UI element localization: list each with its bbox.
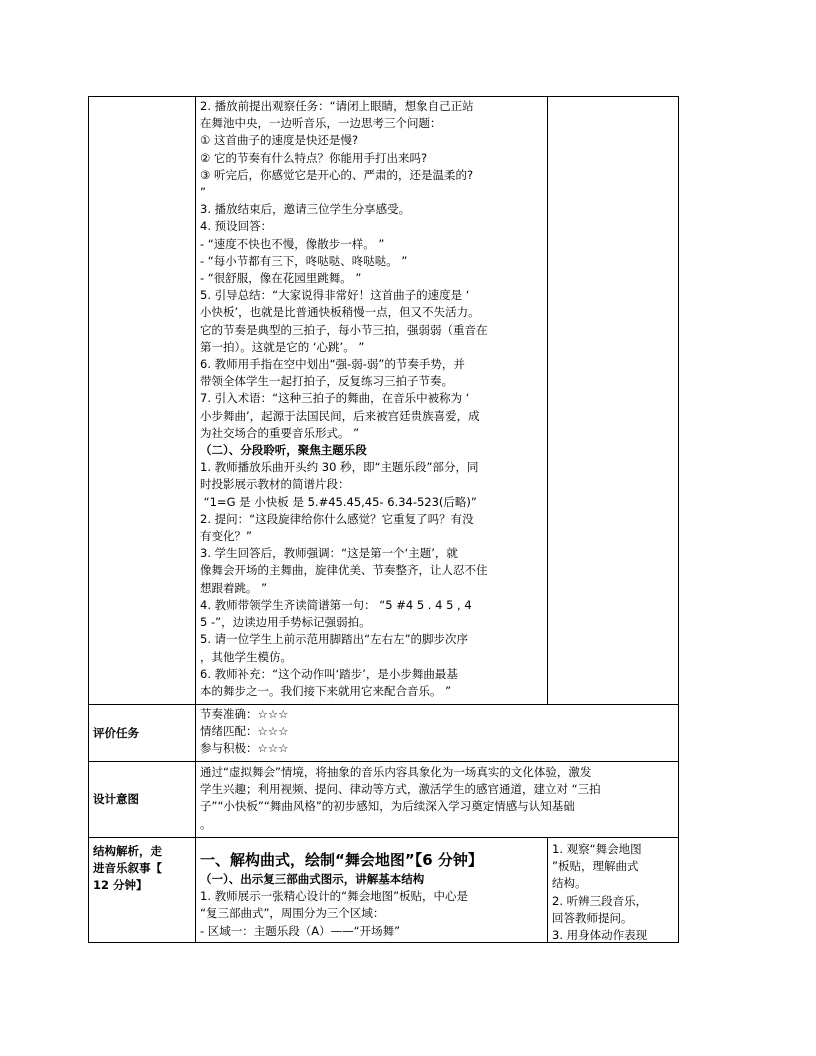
text-line: 子”“小快板”“舞曲风格”的初步感知，为后续深入学习奠定情感与认知基础 bbox=[200, 799, 575, 814]
text-line: - “每小节都有三下，咚哒哒、咚哒哒。 ” bbox=[200, 253, 408, 268]
text-line: 为社交场合的重要音乐形式。 ” bbox=[200, 425, 360, 440]
text-line: 6. 教师补充：“这个动作叫‘踏步’，是小步舞曲最基 bbox=[200, 666, 458, 681]
text-line: 小步舞曲’，起源于法国民间，后来被宫廷贵族喜爱，成 bbox=[200, 408, 480, 423]
text-line: 3. 播放结束后，邀请三位学生分享感受。 bbox=[200, 202, 411, 217]
text-line: 1. 教师展示一张精心设计的“舞会地图”板贴，中心是 bbox=[200, 889, 469, 904]
lesson-plan-table bbox=[88, 96, 679, 943]
text-line: 本的舞步之一。我们接下来就用它来配合音乐。 ” bbox=[200, 683, 452, 698]
text-line: 小快板’，也就是比普通快板稍慢一点，但又不失活力。 bbox=[200, 305, 480, 320]
text-line: 有变化？” bbox=[200, 529, 252, 544]
text-line: 5 -”，边读边用手势标记强弱拍。 bbox=[200, 615, 371, 630]
column-divider-student-top bbox=[547, 97, 548, 704]
structure-label-cell bbox=[89, 843, 195, 894]
label-line: 结构解析，走 bbox=[93, 844, 162, 858]
evaluation-label-cell bbox=[89, 705, 195, 761]
evaluation-label: 评价任务 bbox=[93, 725, 139, 740]
text-line: ③ 听完后，你感觉它是开心的、严肃的，还是温柔的? bbox=[200, 167, 474, 182]
text-line: 时投影展示教材的简谱片段： bbox=[200, 477, 350, 492]
evaluation-items bbox=[200, 706, 673, 758]
design-content-cell bbox=[196, 764, 677, 833]
design-text bbox=[200, 764, 673, 833]
evaluation-item: 节奏准确：☆☆☆ bbox=[200, 707, 289, 721]
text-line: 回答教师提问。 bbox=[552, 910, 633, 925]
text-line: 6. 教师用手指在空中划出“强-弱-弱”的节奏手势，并 bbox=[200, 357, 465, 372]
text-line: 在舞池中央，一边听音乐，一边思考三个问题： bbox=[200, 116, 442, 131]
text-line: “复三部曲式”，周围分为三个区域： bbox=[200, 906, 385, 921]
teacher-activity-text bbox=[200, 98, 543, 442]
text-line: 5. 请一位学生上前示范用脚踏出“左右左”的脚步次序 bbox=[200, 632, 469, 647]
evaluation-item: 情绪匹配：☆☆☆ bbox=[200, 724, 289, 739]
text-line: 7. 引入术语：“这种三拍子的舞曲，在音乐中被称为 ‘ bbox=[200, 391, 470, 406]
text-line: ② 它的节奏有什么特点？你能用手打出来吗? bbox=[200, 150, 428, 165]
text-line: ” bbox=[200, 185, 206, 200]
row-divider-structure bbox=[89, 837, 678, 838]
text-line: ① 这首曲子的速度是快还是慢? bbox=[200, 133, 359, 148]
text-line: ，其他学生模仿。 bbox=[200, 649, 292, 664]
text-line: 带领全体学生一起打拍子，反复练习三拍子节奏。 bbox=[200, 374, 453, 389]
text-line: 想跟着跳。 ” bbox=[200, 580, 268, 595]
structure-label bbox=[93, 843, 191, 894]
structure-text bbox=[200, 888, 543, 940]
structure-heading: 一、解构曲式，绘制“舞会地图”【6 分钟】 bbox=[200, 851, 483, 869]
text-line: “1=G 是 小快板 是 5.#45.45,45- 6.34-523(后略)” bbox=[200, 494, 477, 509]
text-line: 3. 用身体动作表现 bbox=[552, 928, 648, 943]
text-line: - “速度不快也不慢，像散步一样。 ” bbox=[200, 236, 385, 251]
text-line: 2. 提问：“这段旋律给你什么感觉？它重复了吗？有没 bbox=[200, 511, 474, 526]
structure-subheading: （一）、出示复三部曲式图示，讲解基本结构 bbox=[200, 872, 425, 886]
design-label-cell bbox=[89, 762, 195, 837]
text-line: 结构。 bbox=[552, 876, 587, 891]
text-line: - “很舒服，像在花园里跳舞。 ” bbox=[200, 271, 362, 286]
evaluation-item: 参与积极：☆☆☆ bbox=[200, 741, 289, 756]
structure-teacher-cell bbox=[196, 849, 547, 940]
text-line: 它的节奏是典型的三拍子，每小节三拍，强弱弱（重音在 bbox=[200, 322, 488, 337]
text-line: ”板贴，理解曲式 bbox=[552, 859, 639, 874]
text-line: 学生兴趣；利用视频、提问、律动等方式，激活学生的感官通道，建立对 “三拍 bbox=[200, 782, 601, 797]
text-line: 3. 学生回答后，教师强调：“这是第一个‘主题’，就 bbox=[200, 546, 458, 561]
text-line: 4. 预设回答： bbox=[200, 219, 273, 234]
text-line: 5. 引导总结：“大家说得非常好！这首曲子的速度是 ‘ bbox=[200, 288, 470, 303]
text-line: 1. 教师播放乐曲开头约 30 秒，即“主题乐段”部分，同 bbox=[200, 460, 479, 475]
text-line: 。 bbox=[200, 816, 212, 831]
text-line: 通过“虚拟舞会”情境，将抽象的音乐内容具象化为一场真实的文化体验，激发 bbox=[200, 765, 592, 779]
section-title: （二）、分段聆听，聚焦主题乐段 bbox=[200, 443, 367, 458]
text-line: 像舞会开场的主舞曲，旋律优美、节奏整齐，让人忍不住 bbox=[200, 563, 488, 578]
text-line: - 区域一：主题乐段（A）——“开场舞” bbox=[200, 923, 401, 938]
text-line: 2. 播放前提出观察任务：“请闭上眼睛，想象自己正站 bbox=[200, 99, 474, 113]
student-activity-text bbox=[552, 841, 674, 944]
teacher-activity-cell bbox=[196, 98, 547, 700]
structure-student-cell bbox=[548, 841, 678, 944]
text-line: 4. 教师带领学生齐读简谱第一句： “5 #4 5 . 4 5 , 4 bbox=[200, 597, 472, 612]
label-line: 12 分钟】 bbox=[93, 878, 148, 892]
design-label: 设计意图 bbox=[93, 792, 139, 806]
text-line: 第一拍）。这就是它的 ‘心跳’。 ” bbox=[200, 339, 365, 354]
label-line: 进音乐叙事【 bbox=[93, 861, 162, 875]
text-line: 1. 观察“舞会地图 bbox=[552, 842, 642, 856]
teacher-activity-text-2 bbox=[200, 459, 543, 700]
text-line: 2. 听辨三段音乐， bbox=[552, 893, 648, 908]
evaluation-content-cell bbox=[196, 706, 677, 758]
